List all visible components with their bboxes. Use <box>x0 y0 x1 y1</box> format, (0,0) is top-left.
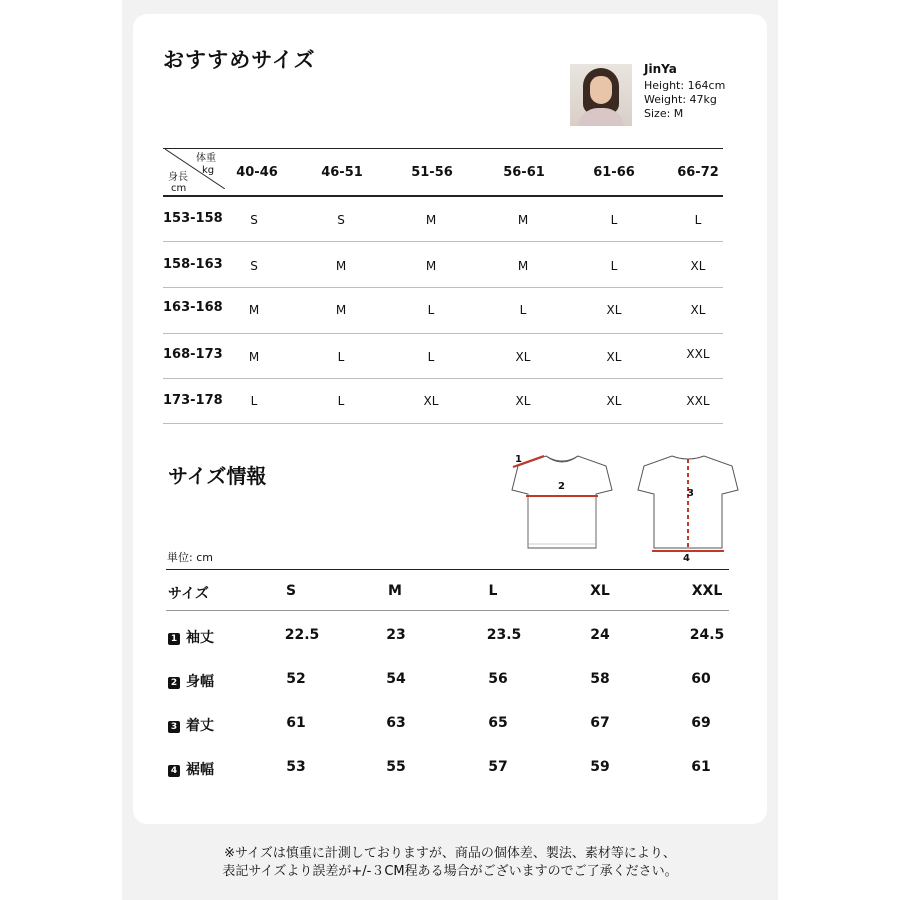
size-cell: XL <box>423 394 439 408</box>
measure-cell: 67 <box>590 715 610 731</box>
measure-cell: 53 <box>286 759 306 775</box>
row-divider <box>163 287 723 288</box>
model-height: Height: 164cm <box>644 79 726 92</box>
measure-cell: 23 <box>386 627 406 643</box>
table-header-line <box>166 610 729 611</box>
unit-label: 単位: cm <box>167 551 213 564</box>
weight-column-header: 40-46 <box>236 165 278 180</box>
height-row-header: 168-173 <box>163 347 223 362</box>
diagram-label-1: 1 <box>515 454 522 465</box>
measure-cell: 52 <box>286 671 306 687</box>
size-cell: XL <box>690 303 706 317</box>
measure-cell: 63 <box>386 715 406 731</box>
diagram-label-2: 2 <box>558 481 565 492</box>
size-cell: S <box>250 213 258 227</box>
model-weight: Weight: 47kg <box>644 93 717 106</box>
disclaimer-line-1: ※サイズは慎重に計測しておりますが、商品の個体差、製法、素材等により、 <box>224 846 676 861</box>
size-cell: M <box>335 303 347 317</box>
shirt-front-diagram <box>508 452 616 552</box>
model-size: Size: M <box>644 107 684 120</box>
measure-row-label: 2 身幅 <box>168 671 214 691</box>
size-cell: XXL <box>686 347 710 361</box>
row-divider <box>163 333 723 334</box>
size-cell: XL <box>606 350 622 364</box>
size-cell: XL <box>515 350 531 364</box>
size-cell: M <box>517 259 529 273</box>
diagram-label-4: 4 <box>683 553 690 564</box>
row-divider <box>163 378 723 379</box>
measure-row-label: 4 裾幅 <box>168 759 214 779</box>
size-info-title: サイズ情報 <box>168 464 267 488</box>
disclaimer-line-2: 表記サイズより誤差が+/-３CM程ある場合がございますのでご了承ください。 <box>222 864 678 879</box>
size-cell: L <box>250 394 258 408</box>
measure-cell: 24.5 <box>689 627 725 643</box>
measure-cell: 54 <box>386 671 406 687</box>
measure-cell: 58 <box>590 671 610 687</box>
height-row-header: 173-178 <box>163 393 223 408</box>
measure-cell: 61 <box>691 759 711 775</box>
measure-row-label: 3 着丈 <box>168 715 214 735</box>
table-top-line <box>163 148 723 149</box>
size-cell: L <box>694 213 702 227</box>
shirt-back-diagram <box>634 452 742 556</box>
measure-cell: 22.5 <box>284 627 320 643</box>
measure-cell: 23.5 <box>486 627 522 643</box>
model-name: JinYa <box>644 62 677 76</box>
measure-cell: 24 <box>590 627 610 643</box>
size-card <box>133 14 767 824</box>
size-cell: M <box>517 213 529 227</box>
weight-column-header: 56-61 <box>503 165 545 180</box>
measure-cell: 57 <box>488 759 508 775</box>
measure-cell: 59 <box>590 759 610 775</box>
size-cell: XL <box>606 303 622 317</box>
measure-cell: 65 <box>488 715 508 731</box>
weight-column-header: 51-56 <box>411 165 453 180</box>
size-cell: L <box>427 350 435 364</box>
row-divider <box>163 241 723 242</box>
model-photo <box>570 64 632 126</box>
weight-column-header: 61-66 <box>593 165 635 180</box>
weight-column-header: 66-72 <box>677 165 719 180</box>
size-cell: M <box>335 259 347 273</box>
measure-cell: 60 <box>691 671 711 687</box>
table-top-line <box>166 569 729 570</box>
size-cell: S <box>337 213 345 227</box>
row-number-badge: 1 <box>168 633 180 645</box>
size-cell: M <box>425 213 437 227</box>
row-number-badge: 3 <box>168 721 180 733</box>
measure-cell: 55 <box>386 759 406 775</box>
model-info <box>644 62 725 121</box>
height-row-header: 153-158 <box>163 211 223 226</box>
size-header-label: サイズ <box>168 586 209 602</box>
size-cell: XL <box>690 259 706 273</box>
diagram-label-3: 3 <box>687 488 694 499</box>
size-column-header: XXL <box>691 583 723 599</box>
row-number-badge: 4 <box>168 765 180 777</box>
measure-cell: 56 <box>488 671 508 687</box>
table-header-line <box>163 195 723 197</box>
size-cell: XL <box>515 394 531 408</box>
size-cell: L <box>337 350 345 364</box>
height-row-header: 163-168 <box>163 300 223 315</box>
size-cell: L <box>610 259 618 273</box>
size-column-header: XL <box>590 583 610 599</box>
size-column-header: M <box>388 583 402 599</box>
recommend-title: おすすめサイズ <box>163 48 316 72</box>
measure-cell: 61 <box>286 715 306 731</box>
size-cell: XL <box>606 394 622 408</box>
size-cell: M <box>248 303 260 317</box>
size-column-header: L <box>488 583 498 599</box>
size-cell: S <box>250 259 258 273</box>
corner-weight-unit: kg <box>202 165 215 176</box>
size-column-header: S <box>285 583 297 599</box>
size-cell: M <box>248 350 260 364</box>
corner-height-unit: cm <box>171 183 187 194</box>
size-cell: XXL <box>686 394 710 408</box>
size-cell: L <box>519 303 527 317</box>
corner-weight-label: 体重 <box>196 153 216 164</box>
measure-cell: 69 <box>691 715 711 731</box>
measure-row-label: 1 袖丈 <box>168 627 214 647</box>
row-number-badge: 2 <box>168 677 180 689</box>
row-divider <box>163 423 723 424</box>
corner-height-label: 身長 <box>168 172 188 183</box>
height-row-header: 158-163 <box>163 257 223 272</box>
size-cell: L <box>610 213 618 227</box>
size-cell: M <box>425 259 437 273</box>
size-cell: L <box>427 303 435 317</box>
size-cell: L <box>337 394 345 408</box>
weight-column-header: 46-51 <box>321 165 363 180</box>
